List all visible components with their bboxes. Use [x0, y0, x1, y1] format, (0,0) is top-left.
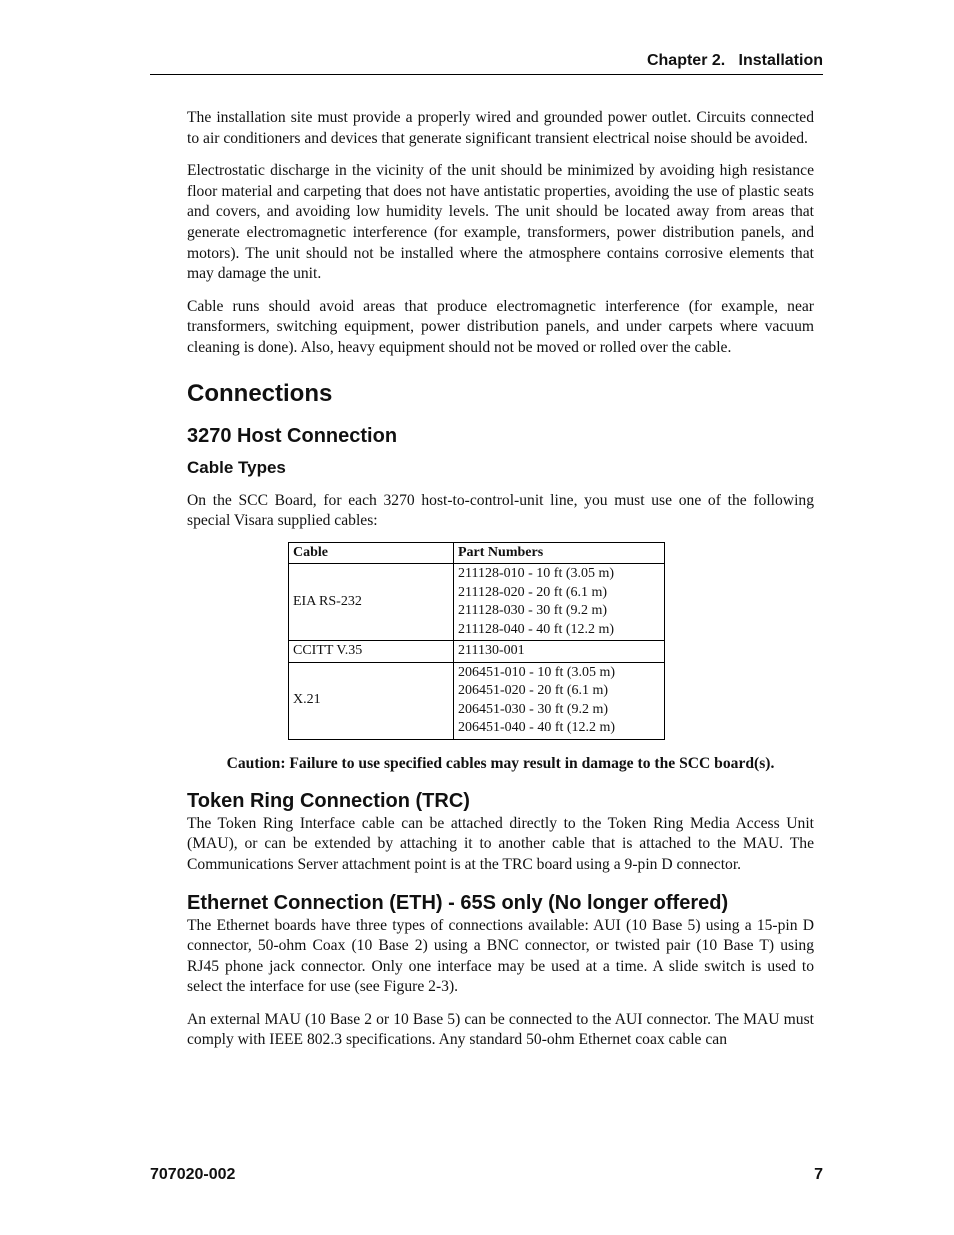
part-number: 206451-040 - 40 ft (12.2 m)	[458, 720, 616, 736]
table-header-row	[289, 542, 665, 564]
table-row	[289, 641, 665, 663]
section-title-connections: Connections	[187, 379, 333, 407]
chapter-title: Chapter 2. Installation	[646, 52, 823, 69]
running-header	[150, 52, 823, 75]
table-row	[289, 564, 665, 641]
column-header-part-numbers: Part Numbers	[454, 542, 665, 564]
page-number: 7	[814, 1166, 823, 1183]
cable-cell: EIA RS-232	[289, 564, 454, 641]
part-number: 206451-010 - 10 ft (3.05 m)	[458, 664, 616, 680]
table-row	[289, 662, 665, 739]
part-number: 206451-030 - 30 ft (9.2 m)	[458, 701, 609, 717]
cable-cell: CCITT V.35	[289, 641, 454, 663]
cable-table	[288, 542, 665, 740]
part-number: 211128-040 - 40 ft (12.2 m)	[458, 621, 615, 637]
paragraph-scc-board: On the SCC Board, for each 3270 host-to-control-unit line, you must use one of the following special Visara supplied cables:	[187, 491, 814, 530]
paragraph-cable-runs: Cable runs should avoid areas that produce electromagnetic interference (for example, near transformers, switching equipment, power distribution panels, and under carpets where vacuum cleaning is done). Also, heavy equipment should not be moved or rolled over the cable.	[187, 297, 814, 356]
paragraph-token-ring: The Token Ring Interface cable can be attached directly to the Token Ring Media Access Unit (MAU), or can be extended by attaching it to another cable that is attached to the MAU. The Communications Server attachment point is at the TRC board using a 9-pin D connector.	[187, 814, 814, 873]
part-number: 211128-020 - 20 ft (6.1 m)	[458, 584, 608, 600]
subsection-title-ethernet: Ethernet Connection (ETH) - 65S only (No longer offered)	[187, 891, 729, 914]
subsection-title-3270-host: 3270 Host Connection	[187, 424, 398, 447]
part-numbers-cell	[454, 662, 665, 739]
paragraph-electrostatic: Electrostatic discharge in the vicinity of the unit should be minimized by avoiding high resistance floor material and carpeting that does not have antistatic properties, avoiding the use of plastic seats and covers, and avoiding low humidity levels. The unit should be located away from areas that generate electromagnetic interference (for example, transformers, power distribution panels, and motors). The unit should not be installed where the atmosphere contains corrosive elements that may damage the unit.	[187, 162, 814, 283]
subsection-title-token-ring: Token Ring Connection (TRC)	[187, 789, 470, 812]
column-header-cable: Cable	[289, 542, 454, 564]
paragraph-power-outlet: The installation site must provide a properly wired and grounded power outlet. Circuits connected to air conditioners and devices that generate significant transient electrical noise should be avoided.	[187, 109, 814, 147]
caution-note: Caution: Failure to use specified cables may result in damage to the SCC board(s).	[226, 754, 775, 772]
part-number: 206451-020 - 20 ft (6.1 m)	[458, 683, 609, 699]
part-number: 211128-010 - 10 ft (3.05 m)	[458, 566, 615, 582]
document-number: 707020-002	[150, 1166, 236, 1183]
cable-cell: X.21	[289, 662, 454, 739]
page-body	[187, 108, 814, 1063]
paragraph-ethernet-boards: The Ethernet boards have three types of connections available: AUI (10 Base 5) using a 15-pin D connector, 50-ohm Coax (10 Base 2) using a BNC connector, or twisted pair (10 Base T) using RJ45 phone jack connector. Only one interface may be used at a time. A slide switch is used to select the interface for use (see Figure 2-3).	[187, 916, 814, 996]
part-numbers-cell	[454, 564, 665, 641]
paragraph-external-mau: An external MAU (10 Base 2 or 10 Base 5) can be connected to the AUI connector. The MAU must comply with IEEE 802.3 specifications. Any standard 50-ohm Ethernet coax cable can	[187, 1010, 814, 1049]
part-number: 211128-030 - 30 ft (9.2 m)	[458, 603, 608, 619]
heading-cable-types: Cable Types	[187, 457, 286, 477]
part-number: 211130-001	[458, 643, 525, 659]
part-numbers-cell	[454, 641, 665, 663]
